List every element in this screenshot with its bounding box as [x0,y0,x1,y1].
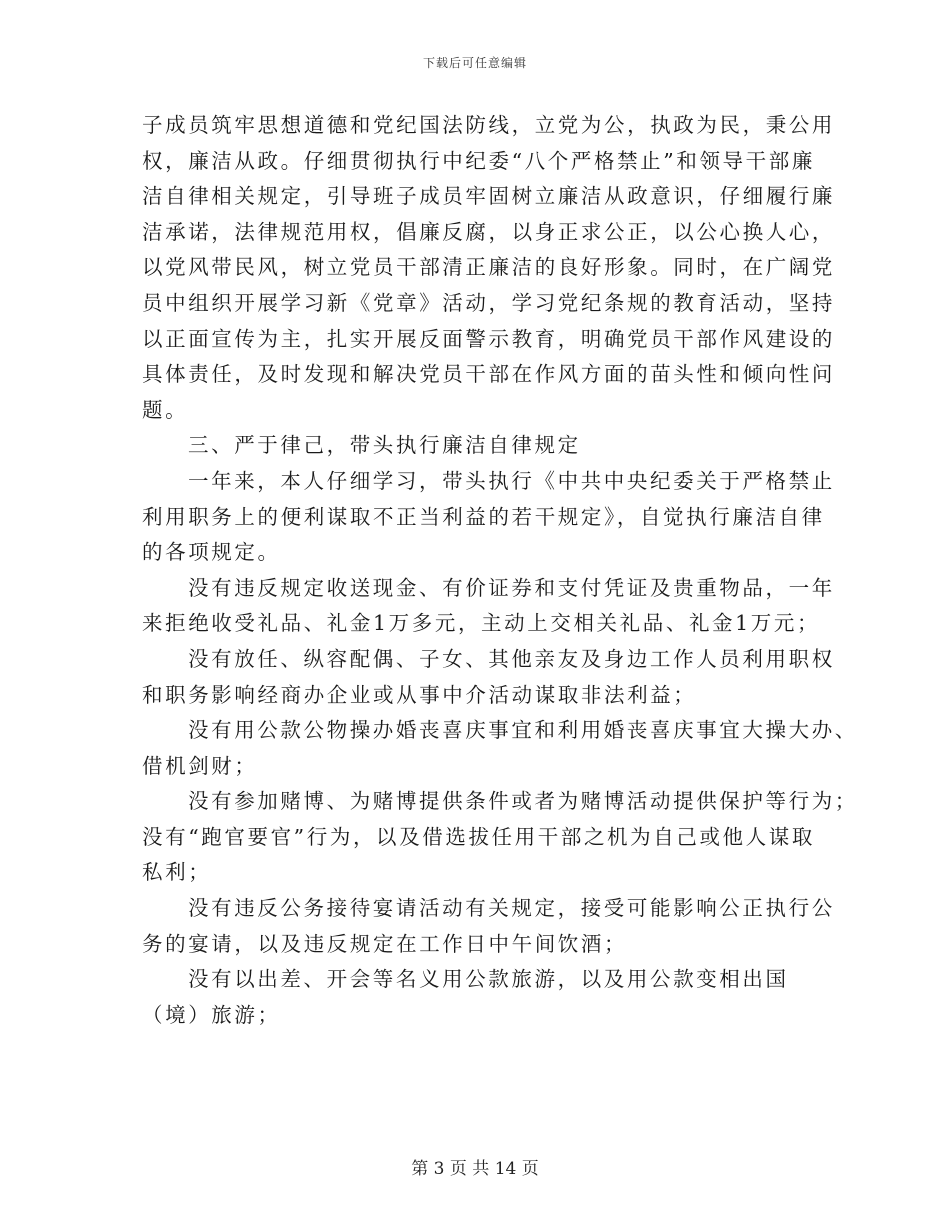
body-line: 以正面宣传为主，扎实开展反面警示教育，明确党员干部作风建设的 [142,326,835,351]
body-line: 洁承诺，法律规范用权，倡廉反腐，以身正求公正，以公心换人心， [142,219,835,244]
body-line: 没有参加赌博、为赌博提供条件或者为赌博活动提供保护等行为； [188,789,858,814]
body-line: 务的宴请，以及违反规定在工作日中午间饮酒； [142,931,628,956]
body-line: 的各项规定。 [142,540,281,565]
body-line: 没有用公款公物操办婚丧喜庆事宜和利用婚丧喜庆事宜大操大办、 [188,718,858,743]
body-line: 私利； [142,860,212,885]
body-line: 一年来，本人仔细学习，带头执行《中共中央纪委关于严格禁止 [188,468,835,493]
body-line: 没有违反公务接待宴请活动有关规定，接受可能影响公正执行公 [188,896,835,921]
section-heading: 三、严于律己，带头执行廉洁自律规定 [188,433,581,458]
document-body [142,108,858,1033]
body-line: 洁自律相关规定，引导班子成员牢固树立廉洁从政意识，仔细履行廉 [142,184,835,209]
body-line: 员中组织开展学习新《党章》活动，学习党纪条规的教育活动，坚持 [142,290,835,315]
body-line: 和职务影响经商办企业或从事中介活动谋取非法利益； [142,682,697,707]
body-line: 没有“跑官要官”行为，以及借选拔任用干部之机为自己或他人谋取 [142,824,815,849]
body-line: 没有放任、纵容配偶、子女、其他亲友及身边工作人员利用职权 [188,646,835,671]
body-line: 借机剑财； [142,753,258,778]
body-line: 权，廉洁从政。仔细贯彻执行中纪委“八个严格禁止”和领导干部廉 [142,148,815,173]
body-line: （境）旅游； [142,1002,281,1027]
body-line: 子成员筑牢思想道德和党纪国法防线，立党为公，执政为民，秉公用 [142,113,835,137]
body-line: 利用职务上的便利谋取不正当利益的若干规定》，自觉执行廉洁自律 [142,504,825,529]
body-line: 题。 [142,397,189,422]
page-header-note: 下载后可任意编辑 [422,56,527,70]
body-line: 没有违反规定收送现金、有价证券和支付凭证及贵重物品，一年 [188,575,835,600]
page-number-footer: 第 3 页 共 14 页 [411,1159,539,1179]
body-line: 以党风带民风，树立党员干部清正廉洁的良好形象。同时，在广阔党 [142,255,835,280]
body-line: 来拒绝收受礼品、礼金1万多元，主动上交相关礼品、礼金1万元； [142,611,821,636]
body-line: 没有以出差、开会等名义用公款旅游，以及用公款变相出国 [188,967,789,992]
body-line: 具体责任，及时发现和解决党员干部在作风方面的苗头性和倾向性问 [142,362,835,387]
